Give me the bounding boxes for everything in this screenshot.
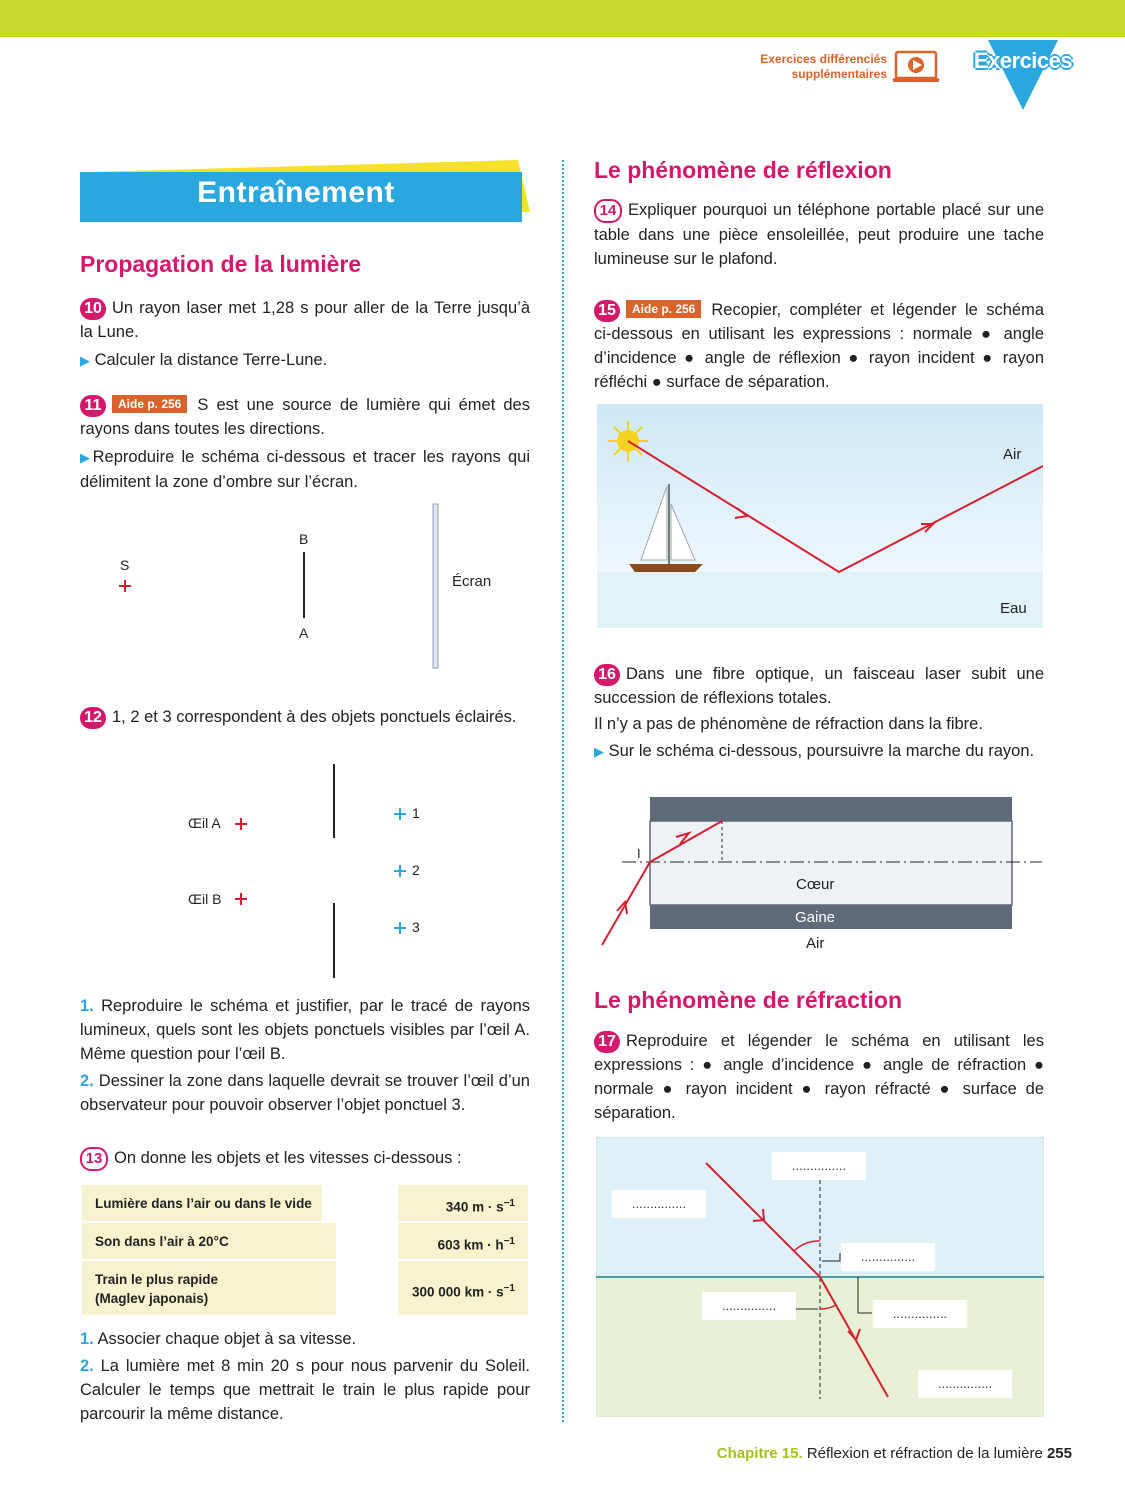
exercise-number: 15 — [594, 300, 620, 322]
speed-value: 340 m · s — [445, 1199, 504, 1215]
label-blank[interactable]: ............... — [772, 1152, 866, 1180]
speed-value: 300 000 km · s — [412, 1284, 504, 1300]
speed-cell — [398, 1185, 528, 1221]
task-text: Reproduire le schéma ci-dessous et tracer les rayons qui délimitent la zone d’ombre sur l’écran. — [80, 448, 530, 491]
exercise-number: 14 — [594, 199, 622, 223]
question-text: La lumière met 8 min 20 s pour nous parvenir du Soleil. Calculer le temps que mettrait le train le plus rapide pour parcourir la même distance. — [80, 1357, 530, 1423]
exercise-text: Expliquer pourquoi un téléphone portable placé sur une table dans une pièce ensoleillée, peut produire une tache lumineuse sur le plafond. — [594, 201, 1044, 268]
exercise-10 — [80, 296, 530, 344]
exercise-text: S est une source de lumière qui émet des rayons dans toutes les directions. — [80, 396, 530, 438]
question-text: Dessiner la zone dans laquelle devrait se trouver l’œil d’un observateur pour pouvoir observer l’objet ponctuel 3. — [80, 1072, 530, 1114]
label-blank[interactable]: ............... — [841, 1243, 935, 1271]
exercise-number: 10 — [80, 298, 106, 320]
exercise-11-task — [80, 445, 530, 494]
fig12-label-2: 2 — [412, 862, 420, 878]
exercise-13-q1 — [80, 1327, 530, 1351]
label-blank[interactable]: ............... — [918, 1370, 1012, 1398]
fig11-label-b: B — [299, 531, 309, 547]
footer-title: Réflexion et réfraction de la lumière — [806, 1445, 1043, 1462]
exercise-text: Reproduire et légender le schéma en utilisant les expressions : ● angle d’incidence ● angle de réfraction ● normale ● rayon incident ● rayon réfracté ● surface de séparation. — [594, 1032, 1044, 1122]
question-number: 1. — [80, 1330, 94, 1348]
figure-15-reflection-scene — [597, 404, 1043, 628]
fig11-label-a: A — [299, 625, 309, 641]
heading-reflexion: Le phénomène de réflexion — [594, 157, 892, 183]
figure-11-shadow-diagram — [100, 500, 520, 680]
speed-exponent: −1 — [503, 1198, 515, 1209]
exercise-17 — [594, 1029, 1044, 1125]
extra-line-1: Exercices différenciés — [760, 52, 887, 66]
top-band — [0, 0, 1125, 37]
question-number: 2. — [80, 1357, 94, 1375]
heading-refraction: Le phénomène de réfraction — [594, 987, 903, 1013]
page-footer — [600, 1445, 1072, 1462]
fig12-label-eye-b: Œil B — [188, 891, 222, 907]
task-text: Sur le schéma ci-dessous, poursuivre la marche du rayon. — [608, 742, 1035, 760]
exercise-number: 12 — [80, 707, 106, 729]
fig16-label-gaine: Gaine — [795, 909, 836, 926]
fig16-label-air: Air — [806, 935, 825, 952]
fig12-label-3: 3 — [412, 919, 420, 935]
exercise-12 — [80, 705, 530, 729]
task-text: Calculer la distance Terre-Lune. — [94, 351, 328, 369]
footer-chapter: Chapitre 15. — [716, 1445, 803, 1462]
speed-cell — [398, 1261, 528, 1315]
arrow-bullet-icon: ▶ — [80, 353, 90, 368]
exercise-11 — [80, 393, 530, 441]
speed-cell — [398, 1223, 528, 1259]
label-blank[interactable]: ............... — [612, 1190, 706, 1218]
object-line: (Maglev japonais) — [95, 1291, 209, 1306]
exercise-text: Un rayon laser met 1,28 s pour aller de la Terre jusqu’à la Lune. — [80, 299, 530, 341]
object-cell: Son dans l’air à 20°C — [82, 1223, 336, 1259]
extra-exercises-link[interactable] — [760, 52, 887, 82]
fig15-label-eau: Eau — [1000, 600, 1027, 617]
fig12-label-eye-a: Œil A — [188, 815, 221, 831]
video-play-icon[interactable] — [893, 50, 945, 84]
exercise-text: On donne les objets et les vitesses ci-dessous : — [114, 1149, 462, 1167]
fig15-label-air: Air — [1003, 446, 1022, 463]
exercise-10-task — [80, 348, 530, 373]
fig11-label-s: S — [120, 557, 130, 573]
exercise-13 — [80, 1146, 530, 1171]
question-number: 1. — [80, 997, 94, 1015]
object-line: Train le plus rapide — [95, 1272, 219, 1287]
page-number: 255 — [1046, 1445, 1072, 1462]
exercices-tab-label[interactable]: Exercices — [973, 48, 1073, 73]
heading-propagation: Propagation de la lumière — [80, 251, 362, 277]
speed-value: 603 km · h — [437, 1237, 504, 1253]
exercise-13-q2 — [80, 1354, 530, 1426]
fig11-label-ecran: Écran — [452, 573, 492, 590]
aide-badge[interactable]: Aide p. 256 — [112, 395, 187, 413]
speed-exponent: −1 — [503, 1236, 515, 1247]
exercise-12-q1 — [80, 994, 530, 1066]
cladding-top — [650, 797, 1012, 821]
exercise-text: 1, 2 et 3 correspondent à des objets ponctuels éclairés. — [112, 708, 517, 726]
column-divider — [562, 160, 564, 1422]
screen-bar — [433, 504, 438, 668]
figure-16-optical-fiber — [596, 795, 1042, 955]
object-cell — [82, 1261, 336, 1315]
fig16-label-coeur: Cœur — [796, 876, 835, 893]
speed-exponent: −1 — [503, 1283, 515, 1294]
label-blank[interactable]: ............... — [873, 1300, 967, 1328]
exercise-16-task — [594, 739, 1044, 764]
exercise-text: Dans une fibre optique, un faisceau laser subit une succession de réflexions totales. — [594, 665, 1044, 707]
fig12-label-1: 1 — [412, 805, 420, 821]
exercise-number: 17 — [594, 1031, 620, 1053]
aide-badge[interactable]: Aide p. 256 — [626, 300, 701, 318]
exercise-number: 11 — [80, 395, 106, 417]
question-text: Associer chaque objet à sa vitesse. — [97, 1330, 357, 1348]
question-text: Reproduire le schéma et justifier, par le tracé de rayons lumineux, quels sont les objets ponctuels visibles par l’œil A. Même question pour l’œil B. — [80, 997, 530, 1063]
exercise-16-note: Il n’y a pas de phénomène de réfraction dans la fibre. — [594, 715, 983, 733]
exercise-12-q2 — [80, 1069, 530, 1117]
exercise-number: 16 — [594, 664, 620, 686]
extra-line-2: supplémentaires — [791, 67, 887, 81]
object-cell: Lumière dans l’air ou dans le vide — [82, 1185, 322, 1221]
exercise-16 — [594, 662, 1044, 710]
exercise-14 — [594, 198, 1044, 271]
fig16-label-i: I — [637, 846, 641, 861]
label-blank[interactable]: ............... — [702, 1292, 796, 1320]
exercise-text: Recopier, compléter et légender le schéma ci-dessous en utilisant les expressions : normale ● angle d’incidence ● angle de réflexion ● rayon incident ● rayon réfléchi ● surface de séparation. — [594, 301, 1044, 391]
arrow-bullet-icon: ▶ — [80, 450, 93, 465]
figure-12-eye-diagram — [180, 760, 440, 982]
question-number: 2. — [80, 1072, 94, 1090]
arrow-bullet-icon: ▶ — [594, 744, 604, 759]
exercise-15 — [594, 298, 1044, 394]
section-title: Entraînement — [197, 176, 395, 209]
exercise-number: 13 — [80, 1147, 108, 1171]
water — [597, 572, 1043, 628]
